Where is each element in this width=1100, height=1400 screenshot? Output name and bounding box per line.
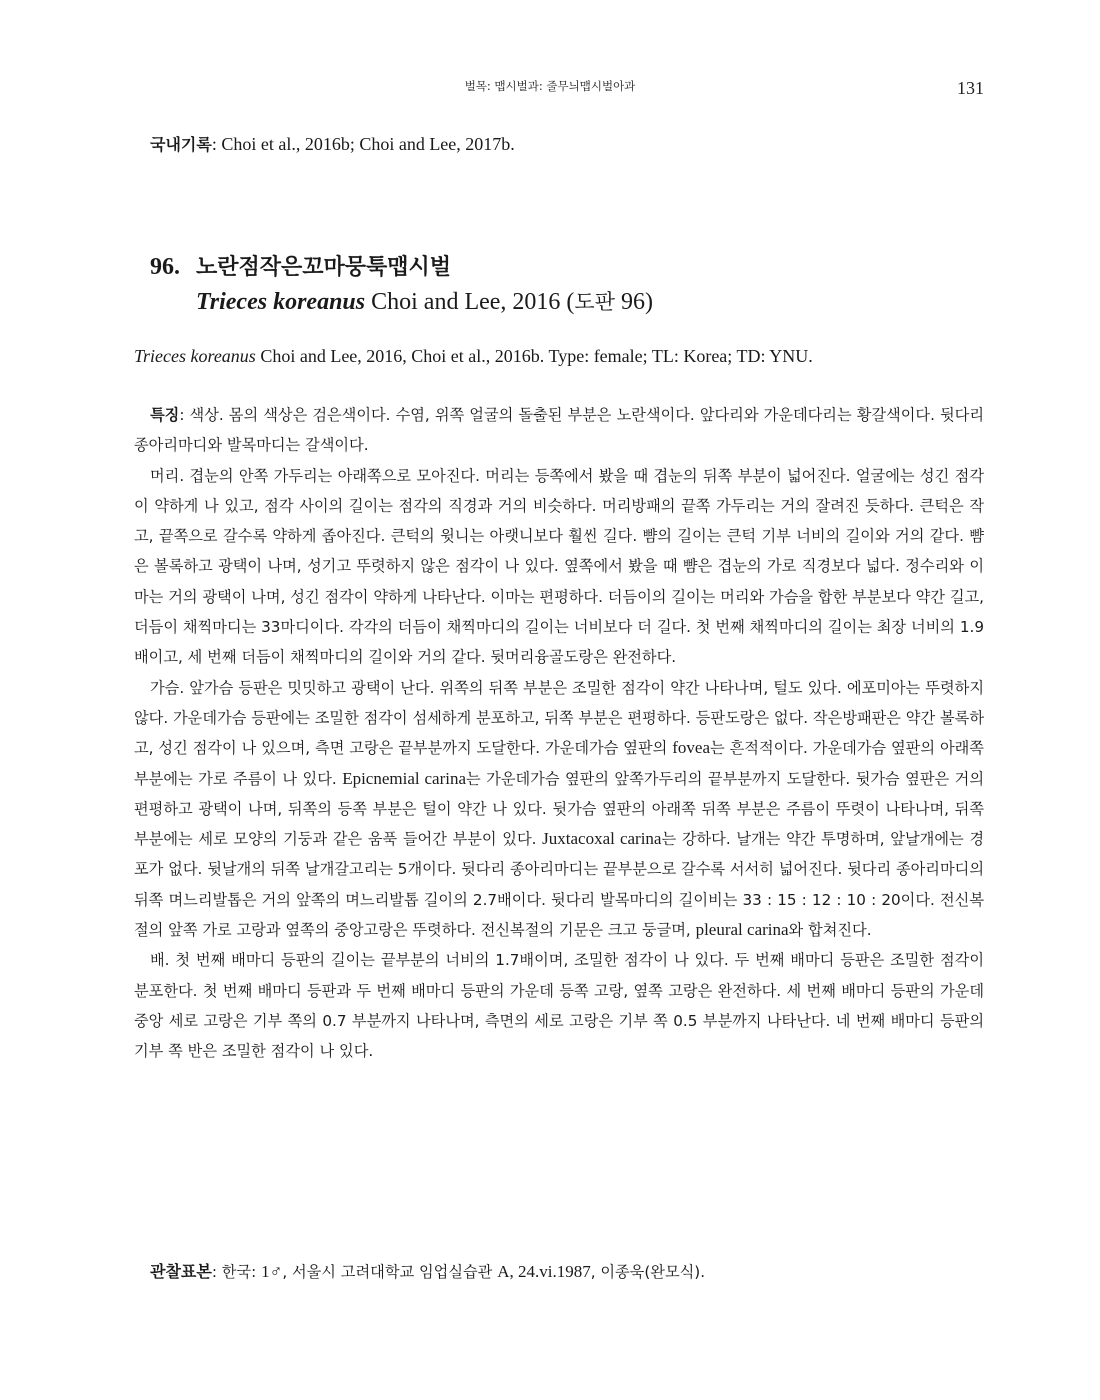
species-plate-number: 96) [614,289,653,315]
paragraph-abdomen: 배. 첫 번째 배마디 등판의 길이는 끝부분의 너비의 1.7배이며, 조밀한 점각이 나 있다. 두 번째 배마디 등판은 조밀한 점각이 분포한다. 첫 번째 배마디 등판과 두 번째 배마디 등판의 가운데 등쪽 고랑, 옆쪽 고랑은 완전하다. 세 번째 배마디 등판의 가운데 중앙 세로 고랑은 기부 쪽의 0.7 부분까지 나타나며, 측면의 세로 고랑은 기부 쪽 0.5 부분까지 나타난다. 네 번째 배마디 등판의 기부 쪽 반은 조밀한 점각이 나 있다. [134,951,984,1061]
examined-specimens [150,1258,990,1286]
paragraph-color-text: : 색상. 몸의 색상은 검은색이다. 수염, 위쪽 얼굴의 돌출된 부분은 노란색이다. 앞다리와 가운데다리는 황갈색이다. 뒷다리 종아리마디와 발목마디는 갈색이다. [134,406,984,455]
thorax-text-1: 가슴. 앞가슴 등판은 밋밋하고 광택이 난다. 위쪽의 뒤쪽 부분은 조밀한 점각이 약간 나타나며, 털도 있다. 에포미아는 뚜렷하지 않다. 가운데가슴 등판에는 조밀한 점각이 섬세하게 분포하고, 뒤쪽 부분은 편평하다. 등판도랑은 없다. 작은방패판은 약간 볼록하고, 성긴 점각이 나 있으며, 측면 고랑은 끝부분까지 도달한다. 가운데가슴 옆판의 [134,678,984,758]
term-pleural-carina: pleural carina [695,920,789,940]
species-title-scientific [150,285,990,319]
paragraph-color [134,400,984,461]
paragraph-thorax [134,673,984,946]
species-plate-label: 도판 [574,290,615,314]
features-label: 특징 [150,406,180,424]
specimen-count: 1♂ [261,1262,283,1281]
thorax-text-2: 는 흔적적이다. 가운데가슴 옆판의 아래쪽 부분에는 가로 주름이 나 있다. [134,739,984,788]
domestic-record-text: : Choi et al., 2016b; Choi and Lee, 2017b. [211,134,515,154]
domestic-record [150,132,990,155]
species-authority: Choi and Lee, 2016 ( [365,289,575,315]
specimens-text-b: , 서울시 고려대학교 임업실습관 [282,1263,498,1281]
running-head: 벌목: 맵시벌과: 줄무늬맵시벌아과 [464,79,636,93]
thorax-text-5: 와 합쳐진다. [788,921,872,940]
synonymy-name: Trieces koreanus [134,346,256,366]
species-scientific-name: Trieces koreanus [196,289,366,315]
species-korean-name: 노란점작은꼬마뭉툭맵시벌 [196,255,452,280]
term-fovea: fovea [672,738,710,758]
specimens-text-a: : 한국: [211,1263,262,1281]
description [134,400,984,1067]
synonymy [134,342,1014,370]
species-title-korean [150,250,990,285]
specimens-text-c: , 이종욱(완모식). [590,1263,706,1281]
species-number: 96. [150,254,180,280]
page-number: 131 [957,78,984,98]
term-juxtacoxal-carina: Juxtacoxal carina [542,829,662,849]
specimen-site-date: A, 24.vi.1987 [497,1262,591,1281]
species-heading [150,250,990,319]
thorax-text-4: 는 강하다. 날개는 약간 투명하며, 앞날개에는 경포가 없다. 뒷날개의 뒤쪽 날개갈고리는 5개이다. 뒷다리 종아리마디는 끝부분으로 갈수록 서서히 넓어진다. 뒷다리 종아리마디의 뒤쪽 며느리발톱은 거의 앞쪽의 며느리발톱 길이의 2.7배이다. 뒷다리 발목마디의 길이비는 33 : 15 : 12 : 10 : 20이다. 전신복절의 앞쪽 가로 고랑과 옆쪽의 중앙고랑은 뚜렷하다. 전신복절의 기문은 크고 둥글며, [134,830,985,940]
domestic-record-label: 국내기록 [150,135,212,154]
synonymy-text: Choi and Lee, 2016, Choi et al., 2016b. Type: female; TL: Korea; TD: YNU. [255,346,813,366]
specimens-label: 관찰표본 [150,1262,212,1281]
term-epicnemial-carina: Epicnemial carina [342,768,467,788]
paragraph-head: 머리. 겹눈의 안쪽 가두리는 아래쪽으로 모아진다. 머리는 등쪽에서 봤을 때 겹눈의 뒤쪽 부분이 넓어진다. 얼굴에는 성긴 점각이 약하게 나 있고, 점각 사이의 길이는 점각의 직경과 거의 비슷하다. 머리방패의 끝쪽 가두리는 거의 잘려진 듯하다. 큰턱은 작고, 끝쪽으로 갈수록 약하게 좁아진다. 큰턱의 윗니는 아랫니보다 훨씬 길다. 뺨의 길이는 큰턱 기부 너비의 길이와 거의 같다. 뺨은 볼록하고 광택이 나며, 성기고 뚜렷하지 않은 점각이 나 있다. 옆쪽에서 봤을 때 뺨은 겹눈의 가로 직경보다 넓다. 정수리와 이마는 거의 광택이 나며, 성긴 점각이 약하게 나타난다. 이마는 편평하다. 더듬이의 길이는 머리와 가슴을 합한 부분보다 약간 길고, 더듬이 채찍마디는 33마디이다. 각각의 더듬이 채찍마디의 길이는 너비보다 더 길다. 첫 번째 채찍마디의 길이는 최장 너비의 1.9배이고, 세 번째 더듬이 채찍마디의 길이와 거의 같다. 뒷머리융골도랑은 완전하다. [134,466,984,667]
thorax-text-3: 는 가운데가슴 옆판의 앞쪽가두리의 끝부분까지 도달한다. 뒷가슴 옆판은 거의 편평하고 광택이 나며, 뒤쪽의 등쪽 부분은 털이 약간 나 있다. 뒷가슴 옆판의 아래쪽 뒤쪽 부분은 주름이 뚜렷이 나타나며, 뒤쪽 부분에는 세로 모양의 기둥과 같은 움푹 들어간 부분이 있다. [134,769,984,849]
